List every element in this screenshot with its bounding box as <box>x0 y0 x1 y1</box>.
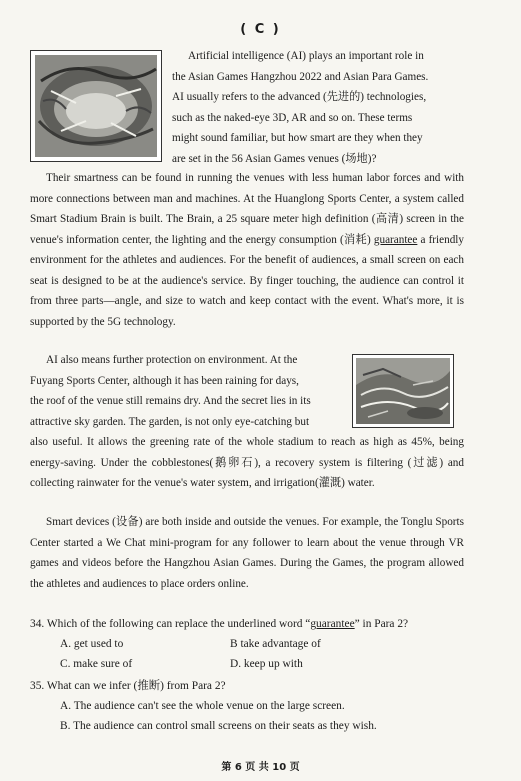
paragraph-4: Smart devices (设备) are both inside and outside the venues. For example, the Tonglu Sports Center started a We Chat mini-program for any follower to learn about the venue through VR games and videos before the Hangzhou Asian Games. During the Games, the program allowed the athletes and audiences to place orders online. <box>30 516 464 590</box>
question-35: 35. What can we infer (推断) from Para 2? <box>30 680 226 692</box>
q34-stem-end: ” in Para 2? <box>354 618 409 630</box>
para3-rest: also useful. It allows the greening rate of the whole stadium to reach as high as 45%, being energy-saving. Under the cobblestones(鹅卵石), a recovery system is filtering (过滤) and collecting rainwater for the venue's water system, and irrigation(灌溉) water. <box>30 436 464 489</box>
para1-line: AI usually refers to the advanced (先进的) technologies, <box>172 91 427 103</box>
para3-line: the roof of the venue still remains dry. And the secret lies in its <box>30 395 311 407</box>
para1-line: Artificial intelligence (AI) plays an important role in <box>188 50 424 62</box>
para3-line: attractive sky garden. The garden, is not only eye-catching but <box>30 415 310 428</box>
q34-underlined-word: guarantee <box>310 618 355 630</box>
para2-text: a friendly environment for the athletes and audiences. For the benefit of audiences, a small screen on each seat is designed to be at the audience's service. By finger touching, the audience can control it from three parts—angle, and size to watch and keep contact with the event. What's more, it is supported by the 5G technology. <box>30 233 464 328</box>
q34-option-b[interactable]: B take advantage of <box>230 638 321 650</box>
page-footer: 第 6 页 共 10 页 <box>221 762 300 773</box>
stadium-photo-graphic <box>31 51 161 161</box>
para3-line: AI also means further protection on environment. At the <box>46 354 298 366</box>
paragraph-3 <box>30 350 464 494</box>
question-34 <box>30 614 490 634</box>
q34-option-a[interactable]: A. get used to <box>60 638 124 650</box>
underlined-word: guarantee <box>373 233 418 246</box>
paragraph-1 <box>172 46 464 169</box>
para2-text: Their smartness can be found in running the venues with less human labor forces and with more connections between man and machines. At the Huanglong Sports Center, a system called Smart Stadium Brain is built. The Brain, a 25 square meter high definition (高清) screen in the venue's information center, the lighting and the energy consumption (消耗) <box>30 172 464 246</box>
paragraph-2 <box>30 168 464 332</box>
para1-line: such as the naked-eye 3D, AR and so on. These terms <box>172 111 413 124</box>
q34-option-c[interactable]: C. make sure of <box>60 658 133 670</box>
para1-line: the Asian Games Hangzhou 2022 and Asian Para Games. <box>172 70 429 83</box>
para3-line: Fuyang Sports Center, although it has been raining for days, <box>30 374 299 387</box>
q34-stem: 34. Which of the following can replace the underlined word “ <box>30 618 311 630</box>
para1-line: are set in the 56 Asian Games venues (场地)? <box>172 152 377 165</box>
q34-option-d[interactable]: D. keep up with <box>230 658 303 670</box>
section-label: ( C ) <box>240 22 281 37</box>
q35-option-b[interactable]: B. The audience can control small screens on their seats as they wish. <box>60 720 377 732</box>
q35-option-a[interactable]: A. The audience can't see the whole venue on the large screen. <box>60 700 345 712</box>
para1-line: might sound familiar, but how smart are they when they <box>172 132 423 144</box>
stadium-photo <box>30 50 162 162</box>
